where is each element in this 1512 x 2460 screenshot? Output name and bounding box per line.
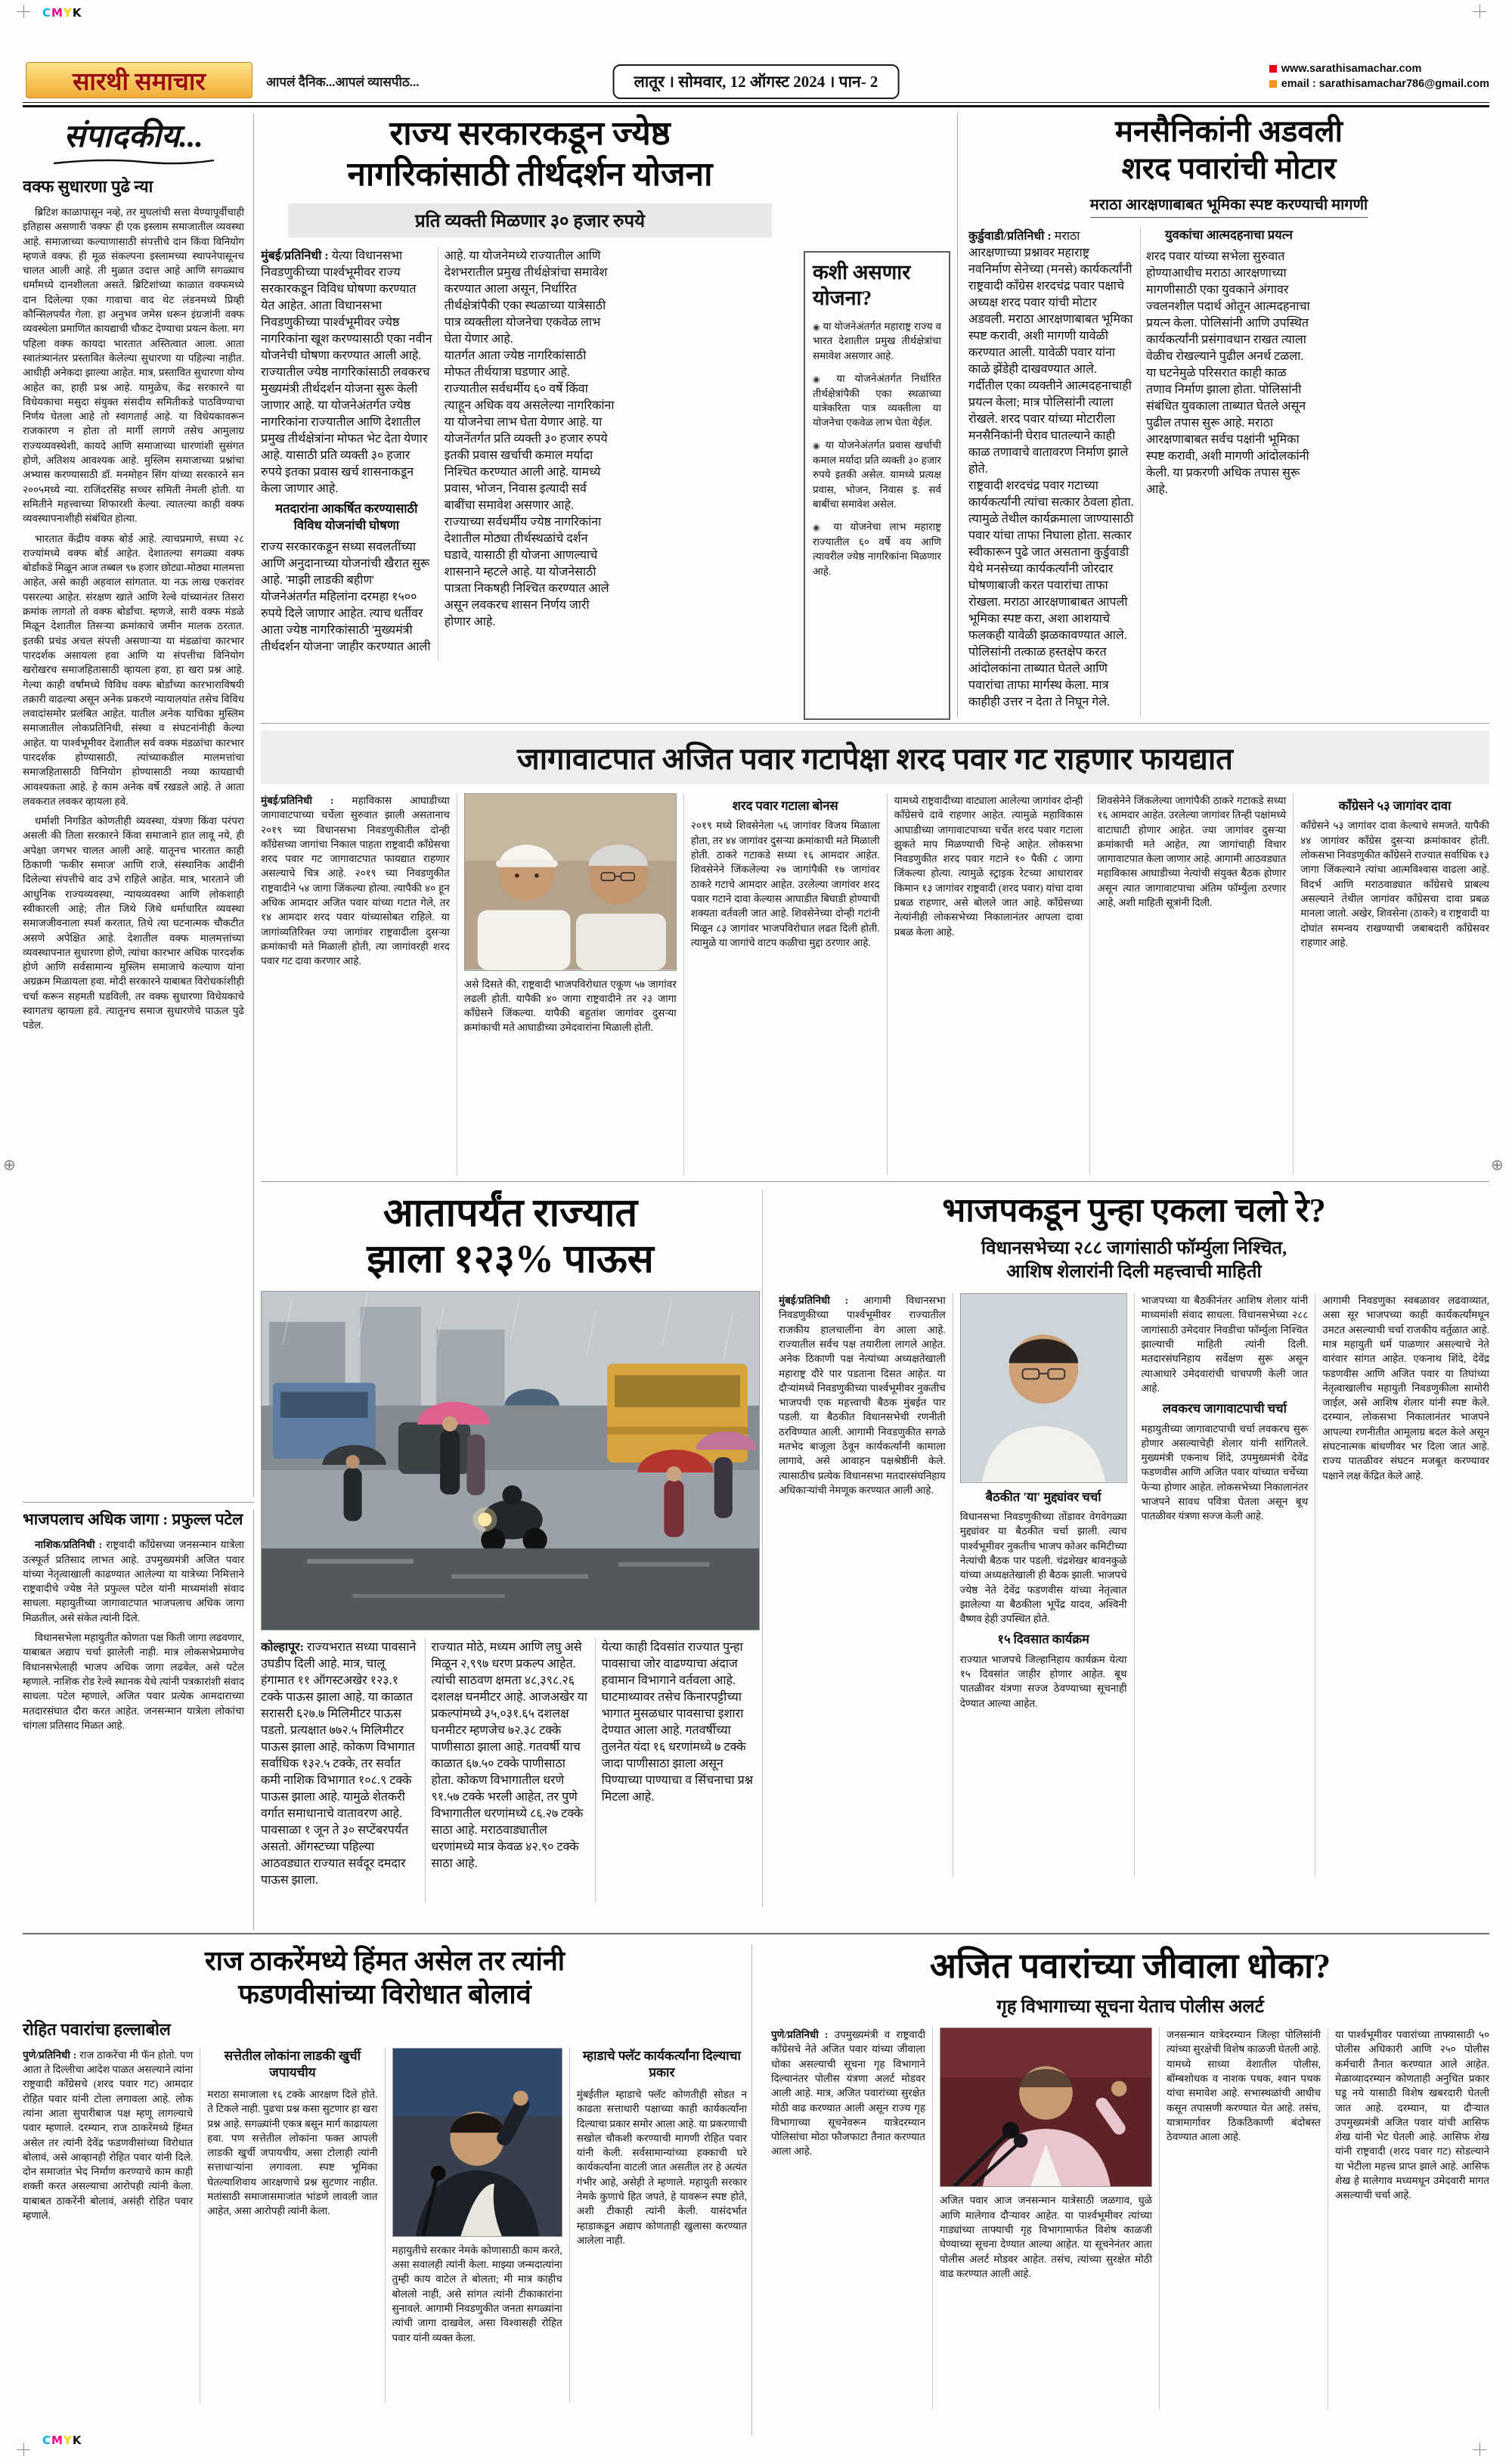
patel-body — [23, 1537, 244, 1733]
article-column — [1159, 2027, 1328, 2409]
article-column — [887, 793, 1090, 1175]
email-line — [1269, 78, 1489, 90]
dateline: पुणे/प्रतिनिधी : — [23, 2049, 77, 2061]
article-paragraph — [261, 247, 432, 496]
registration-mark-icon — [3, 1156, 16, 1174]
article-paragraph: जनसन्मान यात्रेदरम्यान जिल्हा पोलिसांनी त्यांच्या सुरक्षेची विशेष काळजी घेतली आहे. यामध्ये साध्या वेशातील पोलीस, बॉम्बशोधक व नाशक पथक, श्वान पथक यांचा समावेश आहे. सभास्थळांची आधीच कसून तपासणी करण्यात येत आहे. तसंच, यात्रामार्गावर ठिकठिकाणी बंदोबस्त ठेवण्यात आला आहे. — [1167, 2029, 1321, 2143]
website-line — [1269, 63, 1489, 75]
article-column — [1315, 1293, 1489, 1877]
article-paragraph: २०१९ मध्ये शिवसेनेला ५६ जागांवर विजय मिळाला होता, तर ४४ जागांवर दुसऱ्या क्रमांकाची मते मिळाली होती. ठाकरे गटाकडे सध्या १६ आमदार आहेत. शिवसेनेने जिंकलेल्या २७ जागांपैकी १७ जागांवर ठाकरे गटाचे आमदार आहेत. उरलेल्या जागांवर शरद पवार गटाने दावा केल्यास आघाडीत बिघाडी होण्याची शक्यता वर्तवली जात आहे. शिवसेनेच्या दोन्ही गटांनी मिळून ८३ जागांवर भाजपविरोधात लढत दिली होती. त्यामुळे या जागांचे वाटप कळीचा मुद्दा ठरणार आहे. — [690, 820, 880, 948]
paragraph-text: राज्यभरात सध्या पावसाने उघडीप दिली आहे. मात्र, चालू हंगामात ११ ऑगस्टअखेर १२३.१ टक्के पाऊस झाला आहे. या काळात सरासरी ६२७.७ मिलिमीटर पाऊस पडतो. प्रत्यक्षात ७७२.५ मिलिमीटर पाऊस झाला आहे. कोकण विभागात सर्वाधिक १३२.५ टक्के, तर सर्वात कमी नाशिक विभागात १०८.९ टक्के पाऊस झाला आहे. यामुळे शेतकरी वर्गात समाधानाचे वातावरण आहे. पावसाळा १ जून ते ३० सप्टेंबरपर्यंत असतो. ऑगस्टच्या पहिल्या आठवड्यात राज्यात सर्वदूर दमदार पाऊस झाला. — [261, 1640, 417, 1887]
paragraph-text: महाविकास आघाडीच्या जागावाटपाच्या चर्चेला सुरुवात झाली असतानाच २०१९ च्या विधानसभा निवडणुकीतील दोन्ही काँग्रेसच्या जागांचा निकाल पाहता राष्ट्रवादी काँग्रेसचा शरद पवार गट जागावाटपात फायद्यात राहणार असल्याचे चित्र आहे. २०१९ च्या निवडणुकीत राष्ट्रवादीने ५४ जागा जिंकल्या होत्या. त्यापैकी ४० हून अधिक आमदार अजित पवार यांच्या गटात गेले, तर १४ आमदार शरद पवार यांच्यासोबत राहिले. या जागांव्यतिरिक्त ज्या जागांवर राष्ट्रवादीला दुसऱ्या क्रमांकाची मते मिळाली होती, त्या जागांवरही शरद पवार गट दावा करणार आहे. — [261, 795, 450, 967]
page-header — [23, 60, 1489, 101]
cmyk-k: K — [72, 2434, 82, 2447]
paragraph-text: राष्ट्रवादी काँग्रेसच्या जनसन्मान यात्रेला उत्स्फूर्त प्रतिसाद लाभत आहे. उपमुख्यमंत्री अजित पवार यांच्या नेतृत्वाखाली काढण्यात आलेल्या या यात्रेच्या निमित्ताने राष्ट्रवादीचे ज्येष्ठ नेते प्रफुल्ल पटेल यांनी माध्यमांशी संवाद साधला. महायुतीच्या जागावाटपात भाजपलाच अधिक जागा मिळतील, असे संकेत त्यांनी दिले. — [23, 1539, 244, 1624]
article-paragraph: यातर्गत आता ज्येष्ठ नागरिकांसाठी मोफत तीर्थयात्रा घडणार आहे. राज्यातील सर्वधर्मीय ६० वर्षे किंवा त्याहून अधिक वय असलेल्या नागरिकांना या योजनेचा लाभ घेता येणार आहे. या योजनेंतर्गत प्रति व्यक्ती ३० हजार रुपये इतकी प्रवास खर्चाची कमाल मर्यादा निश्चित करण्यात आली आहे. यामध्ये प्रवास, भोजन, निवास इत्यादी सर्व बाबींचा समावेश असणार आहे. राज्याच्या सर्वधर्मीय ज्येष्ठ नागरिकांना देशातील मोठ्या तीर्थस्थळांचे दर्शन घडावे, यासाठी ही योजना आणल्याचे शासनाने म्हटले आहे. या योजनेसाठी पात्रता निकषही निश्चित करण्यात आले असून लवकरच शासन निर्णय जारी होणार आहे. — [444, 349, 615, 629]
seat-sharing-crosshead-congress: कॉंग्रेसने ५३ जागांवर दावा — [1338, 799, 1452, 813]
bullet-red-icon — [1269, 65, 1277, 73]
editorial-heading: वक्फ सुधारणा पुढे न्या — [23, 177, 153, 196]
crop-mark-icon — [17, 2443, 30, 2456]
registration-mark-icon — [1491, 1156, 1504, 1174]
photo-ashish-shelar-portrait — [960, 1293, 1127, 1483]
article-paragraph: भाजपच्या या बैठकीनंतर आशिष शेलार यांनी माध्यमांशी संवाद साधला. विधानसभेच्या २८८ जागांसाठी उमेदवार निवडीचा फॉर्म्युला निश्चित झाल्याची माहिती त्यांनी दिली. मतदारसंघनिहाय सर्वेक्षण सुरू असून त्याआधारे उमेदवारांची चाचपणी केली जात आहे. — [1141, 1295, 1309, 1394]
dateline: नाशिक/प्रतिनिधी : — [35, 1539, 103, 1551]
article-paragraph: येत्या काही दिवसांत राज्यात पुन्हा पावसाचा जोर वाढण्याचा अंदाज हवामान विभागाने वर्तवला आहे. घाटमाथ्यावर तसेच किनारपट्टीच्या भागात मुसळधार पावसाचा इशारा देण्यात आला आहे. गतवर्षीच्या तुलनेत यंदा १६ धरणांमध्ये ७ टक्के जादा पाणीसाठा झाला असून पिण्याच्या पाण्याचा व सिंचनाचा प्रश्न मिटला आहे. — [601, 1640, 753, 1804]
article-paragraph: अजित पवार आज जनसन्मान यात्रेसाठी जळगाव, धुळे आणि मालेगाव दौऱ्यावर आहेत. या पार्श्वभूमीवर त्यांच्या गाड्यांच्या ताफ्याची गृह विभागामार्फत विशेष काळजी घेण्याच्या सूचना देण्यात आल्या आहेत. या सूचनेनंतर आता पोलीस अलर्ट मोडवर आहेत. तसंच, त्यांच्या सुरक्षेत मोठी वाढ करण्यात आली आहे. — [940, 2195, 1152, 2279]
email-text: email : sarathisamachar786@gmail.com — [1281, 78, 1489, 90]
rainfall-article — [261, 1190, 760, 1903]
article-paragraph: महायुतीच्या जागावाटपाची चर्चा लवकरच सुरू होणार असल्याचेही शेलार यांनी सांगितले. मुख्यमंत्री एकनाथ शिंदे, उपमुख्यमंत्री देवेंद्र फडणवीस आणि अजित पवार यांच्यात चर्चेच्या फेऱ्या होणार आहेत. लोकसभेच्या निकालानंतर भाजपने सावध पवित्रा घेतला असून बूथ पातळीवर यंत्रणा सज्ज केली आहे. — [1141, 1422, 1309, 1522]
article-paragraph — [23, 1537, 244, 1625]
scheme-box-item: ◉ या योजनेअंतर्गत निर्धारित तीर्थक्षेत्रांपैकी एका स्थळाच्या यात्रेकरिता पात्र व्यक्तीला या योजनेचा एकवेळ लाभ घेता येईल. — [813, 371, 941, 430]
cmyk-strip-top — [42, 6, 82, 20]
cmyk-c: C — [42, 6, 52, 20]
article-paragraph: आगामी निवडणुका स्वबळावर लढवाव्यात, असा सूर भाजपच्या काही कार्यकर्त्यांमधून उमटत असल्याची चर्चा राजकीय वर्तुळात आहे. मात्र महायुती धर्म पाळणार असल्याचे नेते वारंवार सांगत आहेत. एकनाथ शिंदे, देवेंद्र फडणवीस आणि अजित पवार या तिघांच्या नेतृत्वाखालीच महायुती निवडणुकीला सामोरी जाईल, असे आशिष शेलार यांनी स्पष्ट केले. दरम्यान, लोकसभा निकालानंतर भाजपने आपल्या रणनीतीत आमूलाग्र बदल केले असून संघटनात्मक बांधणीवर भर दिला जात आहे. राज्य पातळीवर संघटन मजबूत करण्यावर पक्षाने लक्ष केंद्रित केले आहे. — [1322, 1295, 1489, 1481]
subhead-line: आशिष शेलारांनी दिली महत्त्वाची माहिती — [1006, 1261, 1262, 1282]
article-paragraph: मुंबईतील म्हाडाचे फ्लॅट कोणतीही सोडत न काढता सत्ताधारी पक्षाच्या काही कार्यकर्त्यांना दिल्याचा प्रकार समोर आला आहे. या प्रकरणाची सखोल चौकशी करण्याची मागणी रोहित पवार यांनी केली. सर्वसामान्यांच्या हक्काची घरे कार्यकर्त्यांना वाटली जात असतील तर हे अत्यंत गंभीर आहे, असेही ते म्हणाले. महायुती सरकार नेमके कुणाचे हित जपते, हे यावरून स्पष्ट होते, अशी टीकाही त्यांनी केली. यासंदर्भात म्हाडाकडून अद्याप कोणताही खुलासा करण्यात आलेला नाही. — [576, 2089, 747, 2246]
paragraph-text: आगामी विधानसभा निवडणुकीच्या पार्श्वभूमीवर राज्यातील राजकीय हालचालींना वेग आला आहे. राज्यातील सर्वच पक्ष तयारीला लागले आहेत. अनेक ठिकाणी पक्ष नेत्यांच्या अध्यक्षतेखाली महाराष्ट्र दौरे पार पडताना दिसत आहेत. या दौऱ्यांमध्ये निवडणुकीच्या पार्श्वभूमीवर नुकतीच भाजपची एक महत्त्वाची बैठक मुंबईत पार पडली. या बैठकीत विधानसभेची रणनीती ठरविण्यात आली. आगामी निवडणुकीत सगळे मतभेद बाजूला ठेवून कार्यकर्त्यांनी कामाला लागावे, असे आवाहन पक्षश्रेष्ठींनी केले. त्यासाठीच प्रत्येक विधानसभा मतदारसंघनिहाय अधिकाऱ्यांची नेमणूक करण्यात आली आहे. — [779, 1295, 946, 1496]
article-paragraph: महायुतीचे सरकार नेमके कोणासाठी काम करते, असा सवालही त्यांनी केला. माझ्या जन्मदात्यांना तुम्ही काय वाटेल ते बोलता; मी मात्र काहीच बोललो नाही, असे सांगत त्यांनी टीकाकारांना सुनावले. आगामी निवडणुकीत जनता सगळ्यांना त्यांची जागा दाखवेल, असा विश्वासही रोहित पवार यांनी व्यक्त केला. — [392, 2244, 562, 2344]
tirthdarshan-article — [261, 113, 799, 661]
headline-line: फडणवीसांच्या विरोधात बोलावं — [238, 1978, 531, 2009]
cmyk-m: M — [51, 2434, 64, 2447]
article-paragraph: राज्यात भाजपचे जिल्हानिहाय कार्यक्रम येत्या १५ दिवसांत जाहीर होणार आहेत. बूथ पातळीवर यंत्रणा सज्ज ठेवण्याच्या सूचनाही देण्यात आल्या आहेत. — [959, 1653, 1127, 1709]
article-column — [569, 2048, 747, 2403]
bjp-crosshead-seat-talks: लवकरच जागावाटपाची चर्चा — [1162, 1401, 1287, 1416]
article-paragraph: या पार्श्वभूमीवर पवारांच्या ताफ्यासाठी ५० पोलीस अधिकारी आणि २५० पोलीस कर्मचारी तैनात करण्यात आले आहेत. मेळाव्यादरम्यान कोणताही अनुचित प्रकार घडू नये यासाठी विशेष खबरदारी घेतली जात आहे. दरम्यान, या दौऱ्यात उपमुख्यमंत्री अजित पवार यांची आसिफ शेख यांनी भेट घेतली आहे. आसिफ शेख यांनी राष्ट्रवादी (शरद पवार गट) सोडल्याने या भेटीला महत्त्व प्राप्त झाले आहे. आसिफ शेख हे मालेगाव मध्यमधून उमेदवारी मागत असल्याची चर्चा आहे. — [1335, 2029, 1489, 2201]
headline-line: राज ठाकरेंमध्ये हिंमत असेल तर त्यांनी — [204, 1946, 565, 1976]
bjp-headline: भाजपकडून पुन्हा एकला चलो रे? — [942, 1192, 1326, 1229]
column-divider — [762, 1190, 763, 1907]
article-paragraph: विधानसभेला महायुतीत कोणता पक्ष किती जागा लढवणार, याबाबत अद्याप चर्चा झालेली नाही. मात्र लोकसभेप्रमाणेच विधानसभेलाही भाजप अधिक जागा लढवेल, असे पटेल म्हणाले. नाशिक रोड रेल्वे स्थानक येथे त्यांनी पत्रकारांशी संवाद साधला. पटेल म्हणाले, अजित पवार प्रत्येक आमदाराच्या मतदारसंघात दौरा करत आहेत. जनसन्मान यात्रेला लोकांचा चांगला प्रतिसाद मिळत आहे. — [23, 1632, 244, 1731]
tirthdarshan-crosshead: मतदारांना आकर्षित करण्यासाठी विविध योजनांची घोषणा — [275, 501, 418, 532]
column-divider — [751, 1945, 752, 2435]
mns-body — [968, 227, 1489, 717]
dateline: मुंबई/प्रतिनिधी : — [779, 1295, 849, 1307]
seat-sharing-headline: जागावाटपात अजित पवार गटापेक्षा शरद पवार गट राहणार फायद्यात — [261, 731, 1489, 784]
section-divider — [23, 1933, 1489, 1934]
article-paragraph: राज्यात मोठे, मध्यम आणि लघु असे मिळून २,९९७ धरण प्रकल्प आहेत. त्यांची साठवण क्षमता ४८,३९८.२६ दशलक्ष घनमीटर आहे. आजअखेर या प्रकल्पांमध्ये ३५,०३१.६५ दशलक्ष घनमीटर म्हणजेच ७२.३८ टक्के पाणीसाठा झाला आहे. गतवर्षी याच काळात ६७.५० टक्के पाणीसाठा होता. कोकण विभागातील धरणे ९१.५७ टक्के भरली आहेत, तर पुणे विभागातील धरणांमध्ये ८६.२७ टक्के साठा आहे. मराठवाड्यातील धरणांमध्ये मात्र केवळ ४२.९० टक्के साठा आहे. — [431, 1640, 588, 1870]
scheme-box-item: ◉ या योजनेअंतर्गत महाराष्ट्र राज्य व भारत देशातील प्रमुख तीर्थक्षेत्रांचा समावेश असणार आहे. — [813, 319, 941, 363]
headline-line: आतापर्यंत राज्यात — [383, 1192, 638, 1235]
section-divider — [261, 723, 1489, 724]
bjp-body — [779, 1293, 1489, 1877]
article-paragraph — [771, 2027, 925, 2159]
header-rule-thin — [23, 102, 1489, 103]
bullet-orange-icon — [1269, 80, 1277, 88]
cmyk-strip-bottom — [42, 2434, 82, 2447]
paragraph-text: येत्या विधानसभा निवडणुकीच्या पार्श्वभूमीवर राज्य सरकारकडून विविध घोषणा करण्यात येत आहेत. आता विधानसभा निवडणुकीच्या पार्श्वभूमीवर ज्येष्ठ नागरिकांना खूश करण्यासाठी एका नवीन योजनेची घोषणा करण्यात आली आहे. राज्यातील ज्येष्ठ नागरिकांसाठी लवकरच मुख्यमंत्री तीर्थदर्शन योजना सुरू केली जाणार आहे. या योजनेअंतर्गत ज्येष्ठ नागरिकांना राज्यातील आणि देशातील प्रमुख तीर्थक्षेत्रांना मोफत भेट देता येणार आहे. यासाठी प्रति व्यक्ती ३० हजार रुपये इतका प्रवास खर्च शासनाकडून केला जाणार आहे. — [261, 250, 432, 496]
article-paragraph — [23, 2048, 193, 2223]
headline-line: मनसैनिकांनी अडवली — [1114, 114, 1343, 148]
masthead-title: सारथी समाचार — [73, 68, 206, 96]
mns-crosshead: युवकांचा आत्मदहनाचा प्रयत्न — [1165, 227, 1293, 242]
article-column — [261, 793, 457, 1175]
cmyk-c: C — [42, 2434, 52, 2447]
patel-headline: भाजपलाच अधिक जागा : प्रफुल्ल पटेल — [23, 1510, 243, 1528]
article-paragraph: शिवसेनेने जिंकलेल्या जागांपैकी ठाकरे गटाकडे सध्या १६ आमदार आहेत. उरलेल्या जागांवर तिन्ही पक्षांमध्ये वाटाघाटी होणार आहेत. ज्या जागांवर दुसऱ्या क्रमांकाची मते आहेत, त्या जागांचाही विचार जागावाटपात केला जाणार आहे. आगामी आठवड्यात महाविकास आघाडीच्या नेत्यांची संयुक्त बैठक होणार असून त्यात जागावाटपाचा अंतिम फॉर्म्युला ठरणार आहे, अशी माहिती सूत्रांनी दिली. — [1097, 795, 1287, 909]
photo-ajit-sharad-pawar — [464, 793, 677, 971]
cmyk-k: K — [72, 6, 82, 20]
rainfall-headline — [261, 1190, 760, 1283]
editorial-script-heading: संपादकीय... — [64, 119, 203, 154]
article-paragraph — [261, 793, 450, 969]
crop-mark-icon — [17, 5, 30, 18]
editorial-paragraph: भारतात केंद्रीय वक्फ बोर्ड आहे. त्याचप्रमाणे, सध्या २८ राज्यांमध्ये वक्फ बोर्ड आहेत. देशातल्या सगळ्या वक्फ बोर्डांकडे मिळून आज तब्बल ९७ हजार छोट्या-मोठ्या मालमत्ता आहेत, असे काही अहवाल सांगतात. या नऊ लाख एकरांवर पसरल्या आहेत. संरक्षण खाते आणि रेल्वे यांच्यानंतर तिसरा क्रमांक लागतो तो वक्फ बोर्डांचा. म्हणजे, सारी वक्फ मंडळे मिळून देशातील तिसऱ्या क्रमांकाचे जमीन मालक ठरतात. इतकी प्रचंड अचल संपत्ती असणाऱ्या या मंडळांचा कारभार पारदर्शक असायला हवा आणि या संपत्तीचा विनियोग खरोखरच समाजहितासाठी व्हायला हवा, हा खरा प्रश्न आहे. गेल्या काही वर्षांमध्ये विविध वक्फ बोर्डांच्या कारभाराविषयी तक्रारी वाढल्या असून अनेक प्रकरणे न्यायालयांत तसेच विविध लवादांसमोर प्रलंबित आहेत. यातील अनेक याचिका मुस्लिम समाजातील लोकप्रतिनिधी, संस्था व संघटनांनीही केल्या आहेत. या पार्श्वभूमीवर देशातील सर्व वक्फ मंडळांचा कारभार पारदर्शक होण्यासाठी, त्यांच्याकडील मालमत्तांचा समाजहितासाठी विनियोग होण्यासाठी नव्या कायद्याची आवश्यकता आहे. हे काम अनेक वर्षे रखडले आहे. ते आता लवकरात लवकर व्हायला हवे. — [23, 532, 244, 807]
thackeray-body — [23, 2048, 747, 2403]
thackeray-subarticle-heading-2: म्हाडाचे फ्लॅट कार्यकर्त्यांना दिल्याचा प्रकार — [582, 2048, 741, 2080]
article-column — [1089, 793, 1293, 1175]
mns-article — [957, 113, 1489, 717]
article-column-photo — [457, 793, 683, 1175]
editorial-underline-flourish — [51, 157, 217, 167]
subhead-line: विधानसभेच्या २८८ जागांसाठी फॉर्म्युला निश्चित, — [981, 1238, 1287, 1258]
scheme-info-box — [804, 251, 950, 720]
editorial-paragraph: धर्माशी निगडित कोणतीही व्यवस्था, यंत्रणा किंवा परंपरा असली की तिला सरकारने किंवा समाजाने हात लावू नये, ही अपेक्षा जगभर चालत आली आहे. यातूनच भारतात काही ठिकाणी 'फकीर समाज' आणि राजे, संस्थानिक आदींनी दिलेल्या संपत्तीचे वाद उभे राहिले आहेत. मात्र, भारताने जी आधुनिक राज्यव्यवस्था, न्यायव्यवस्था आणि लोकशाही स्वीकारली आहे; तीत जिथे जिथे धर्माधारित व्यवस्था समाजजीवनाला स्पर्श करतात, तिथे त्या घटनात्मक चौकटीत असणे अपेक्षित आहे. देशातील वक्फ मालमत्तांच्या व्यवस्थापनात सुधारणा होणे, त्यांचा कारभार अधिक पारदर्शक होणे आणि सर्वसामान्य मुस्लिम समाजाचे कल्याण यांना अग्रक्रम मिळायला हवा. मोदी सरकारने याबाबत विरोधकांशीही चर्चा करून सहमती घडविली, तर वक्फ सुधारणा विधेयकाचे स्वागतच व्हायला हवे. त्यातूनच समाज सुधारणेचे पाऊल पुढे पडेल. — [23, 815, 244, 1031]
article-paragraph: यामध्ये राष्ट्रवादीच्या वाट्याला आलेल्या जागांवर दोन्ही काँग्रेसचे दावे राहणार आहेत. त्यामुळे महाविकास आघाडीच्या जागावाटपाच्या चर्चेत शरद पवार गटाला झुकते माप मिळण्याची चिन्हे आहेत. लोकसभा निवडणुकीत शरद पवार गटाने १० पैकी ८ जागा जिंकल्या होत्या. त्यामुळे स्ट्राइक रेटच्या आधारावर किमान १३ जागांवर राष्ट्रवादी (शरद पवार) यांचा दावा प्रबळ राहणार, असे बोलले जात आहे. काँग्रेसच्या नेत्यांनीही लोकसभेच्या निकालानंतर आपला दावा प्रबळ केला आहे. — [894, 795, 1083, 938]
article-column — [779, 1293, 953, 1877]
ajit-pawar-article — [761, 1945, 1489, 2409]
article-column-photo — [385, 2048, 569, 2403]
thackeray-headline — [23, 1945, 747, 2012]
cmyk-m: M — [51, 6, 64, 20]
edition-box: लातूर । सोमवार, 12 ऑगस्ट 2024 । पान- 2 — [613, 64, 900, 99]
article-column — [1134, 1293, 1315, 1877]
article-paragraph: असे दिसते की, राष्ट्रवादी भाजपविरोधात एकूण ५७ जागांवर लढली होती. यापैकी ४० जागा राष्ट्रवादीने तर २३ जागा काँग्रेसने जिंकल्या. यापैकी बहुतांश जागांवर दुसऱ्या क्रमांकाची मते आघाडीच्या उमेदवारांना मिळाली होती. — [463, 978, 677, 1034]
article-paragraph — [779, 1293, 946, 1497]
tirthdarshan-body — [261, 247, 799, 661]
paragraph-text: राज ठाकरेंचा मी फॅन होतो. पण आता ते दिल्लीचा आदेश पाळत असल्याने त्यांना राष्ट्रवादी काँग्रेसचे (शरद पवार गट) आमदार रोहित पवार यांनी टोला लगावला आहे. लोक त्यांना आता सुपारीबाज पक्ष म्हणू लागल्याचे पवार म्हणाले. दरम्यान, राज ठाकरेंमध्ये हिंमत असेल तर त्यांनी देवेंद्र फडणवीसांच्या विरोधात बोलावं, असे आव्हानही रोहित पवार यांनी दिले. दोन समाजांत भेद निर्माण करण्याचे काम काही शक्ती करत असल्याचा आरोपही त्यांनी केला. याबाबत ठाकरेंनी बोलावं, असंही रोहित पवार म्हणाले. — [23, 2049, 194, 2222]
article-column-photo — [932, 2027, 1159, 2409]
seat-sharing-article — [261, 731, 1489, 1175]
dateline: कुर्डुवाडी/प्रतिनिधी : — [968, 229, 1052, 243]
masthead-tagline: आपलं दैनिक...आपलं व्यासपीठ... — [266, 75, 420, 89]
article-paragraph: राज्य सरकारकडून सध्या सवलतींच्या आणि अनुदानाच्या योजनांची खैरात सुरू आहे. 'माझी लाडकी बहीण' योजनेअंतर्गत महिलांना दरमहा १५०० रुपये दिले जाणार आहेत. त्याच धर्तीवर आता ज्येष्ठ नागरिकांसाठी 'मुख्यमंत्री तीर्थदर्शन योजना' जाहीर करण्यात आली आहे. या योजनेमध्ये राज्यातील आणि देशभरातील प्रमुख तीर्थक्षेत्रांचा समावेश करण्यात आला असून, निर्धारित तीर्थक्षेत्रांपैकी एका स्थळाच्या यात्रेसाठी पात्र व्यक्तीला योजनेचा एकवेळ लाभ घेता येणार आहे. — [261, 250, 608, 654]
article-paragraph — [968, 227, 1134, 476]
article-paragraph: विधानसभा निवडणुकीच्या तोंडावर वेगवेगळ्या मुद्द्यांवर या बैठकीत चर्चा झाली. त्याच पार्श्वभूमीवर नुकतीच भाजप कोअर कमिटीच्या नेत्यांची बैठक पार पडली. चंद्रशेखर बावनकुळे यांच्या अध्यक्षतेखाली ही बैठक झाली. भाजपचे ज्येष्ठ नेते देवेंद्र फडणवीस यांच्या नेतृत्वात झालेल्या या बैठकीला भूपेंद्र यादव, अश्विनी वैष्णव हेही उपस्थित होते. — [959, 1511, 1127, 1625]
article-paragraph: मराठा समाजाला १६ टक्के आरक्षण दिले होते. ते टिकले नाही. पुढचा प्रश्न कसा सुटणार हा खरा प्रश्न आहे. सगळ्यांनी एकत्र बसून मार्ग काढायला हवा. पण सत्तेतील लोकांना फक्त आपली लाडकी खुर्ची जपायचीय, असा टोलाही त्यांनी सत्ताधाऱ्यांना लगावला. स्पष्ट भूमिका घेतल्याशिवाय आरक्षणाचे प्रश्न सुटणार नाहीत. मतांसाठी समाजासमाजांत भांडणे लावली जात आहेत, असा आरोपही त्यांनी केला. — [207, 2089, 378, 2217]
ajit-subhead: गृह विभागाच्या सूचना येताच पोलीस अलर्ट — [996, 1997, 1264, 2018]
dateline: पुणे/प्रतिनिधी : — [771, 2029, 829, 2041]
tirthdarshan-headline — [261, 113, 799, 194]
cmyk-y: Y — [63, 6, 73, 20]
masthead — [26, 62, 253, 98]
bjp-crosshead-meeting: बैठकीत 'या' मुद्द्यांवर चर्चा — [985, 1489, 1101, 1504]
photo-rain-street — [261, 1291, 760, 1630]
article-column — [200, 2048, 384, 2403]
article-paragraph — [261, 1638, 419, 1888]
article-column — [683, 793, 887, 1175]
ajit-headline: अजित पवारांच्या जीवाला धोका? — [929, 1947, 1331, 1985]
mns-headline — [968, 113, 1489, 188]
paragraph-text: उपमुख्यमंत्री व राष्ट्रवादी काँग्रेसचे नेते अजित पवार यांच्या जीवाला धोका असल्याची सूचना गृह विभागाने दिल्यानंतर पोलीस यंत्रणा अलर्ट मोडवर आली आहे. मात्र, अजित पवारांच्या सुरक्षेत मोठी वाढ करण्यात आली असून राज्य गृह विभागाच्या सूचनेवरून यात्रेदरम्यान पोलिसांचा मोठा फौजफाटा तैनात करण्यात आला आहे. — [771, 2029, 925, 2158]
article-column — [23, 2048, 200, 2403]
section-divider — [261, 1181, 1489, 1182]
article-column — [771, 2027, 932, 2409]
article-column — [1328, 2027, 1489, 2409]
seat-sharing-crosshead-bonus: शरद पवार गटाला बोनस — [732, 799, 838, 813]
scheme-box-item: ◉ या योजनेअंतर्गत प्रवास खर्चाची कमाल मर्यादा प्रति व्यक्ती ३० हजार रुपये इतकी असेल. यामध्ये प्रत्यक्ष प्रवास, भोजन, निवास इ. सर्व बाबींचा समावेश असेल. — [813, 438, 941, 511]
photo-ajit-pawar-speech — [940, 2027, 1152, 2187]
dateline: कोल्हापूर: — [261, 1640, 304, 1654]
header-rule — [23, 105, 1489, 107]
editorial-paragraph: ब्रिटिश काळापासून नव्हे, तर मुघलांची सत्ता येण्यापूर्वीचाही इतिहास असणारी 'वक्फ' ही एक इस्लाम समाजातील व्यवस्था आहे. समाजाच्या कल्याणासाठी संपत्तीचे दान किंवा विनियोग म्हणजे वक्फ. ही मूळ संकल्पना इस्लामच्या स्थापनेपासूनच चालत आली आहे. ती मुळात उदात्त आहे आणि सगळ्याच धर्मांमध्ये दानशीलता असते. ब्रिटिशांच्या काळात वक्फमध्ये दान दिलेल्या एका गावाचा वाद थेट लंडनमध्ये प्रिव्ही कौन्सिलपर्यंत गेला. हा अनुभव जमेस धरून इंग्रजांनी वक्फ व्यवस्थेला प्रमाणित कायद्याची चौकट देण्याचा प्रयत्न केला. मग पहिला वक्फ कायदा भारतात अस्तित्वात आला. आता स्वातंत्र्यानंतर प्रस्तावित केलेल्या सुधारणा या पहिल्या नाहीत. आधीही अनेकदा झाल्या आहेत. मात्र, प्रस्तावित सुधारणा योग्य आहेत का, हाही प्रश्न आहे. यामुळेच, केंद्र सरकारने या विधेयकाचा मसुदा संयुक्त संसदीय समितीकडे पाठविण्याचा निर्णय घेतला आहे तो स्वागतार्ह आहे. या विधेयकावरून राजकारण न होता तो मार्गी लागणे तसेच आमुलाग्र राज्यव्यवस्थेशी, कायदे आणि समाजाच्या धारणांशी सुसंगत होणे, अतिशय आवश्यक आहे. मुस्लिम समाजाच्या प्रश्नांचा अभ्यास करण्यासाठी डॉ. मनमोहन सिंग यांच्या सरकारने सन २००५मध्ये न्या. राजिंदरसिंह सच्चर समिती नेमली होती. या समितीने महत्त्वाच्या शिफारशी केल्या. त्यातल्या काही वक्फ व्यवस्थापनाशीही संबंधित होत्या. — [23, 206, 244, 525]
article-column — [1293, 793, 1489, 1175]
seat-sharing-body — [261, 793, 1489, 1175]
article-paragraph: शरद पवार यांच्या सभेला सुरुवात होण्याआधीच मराठा आरक्षणाच्या मागणीसाठी एका युवकाने अंगावर ज्वलनशील पदार्थ ओतून आत्मदहनाचा प्रयत्न केला. पोलिसांनी आणि उपस्थित कार्यकर्त्यांनी प्रसंगावधान राखत त्याला वेळीच रोखल्याने पुढील अनर्थ टळला. या घटनेमुळे परिसरात काही काळ तणाव निर्माण झाला होता. पोलिसांनी संबंधित युवकाला ताब्यात घेतले असून पुढील तपास सुरू आहे. मराठा आरक्षणाबाबत सर्वच पक्षांनी भूमिका स्पष्ट करावी, अशी मागणी आंदोलकांनी केली. या प्रकरणी अधिक तपास सुरू आहे. — [1146, 250, 1310, 497]
rainfall-body — [261, 1638, 760, 1903]
thackeray-subhead: रोहित पवारांचा हल्लाबोल — [23, 2019, 171, 2039]
website-text: www.sarathisamachar.com — [1281, 63, 1422, 75]
header-contact — [1269, 63, 1489, 93]
thackeray-subarticle-heading-1: सत्तेतील लोकांना लाडकी खुर्ची जपायचीय — [224, 2048, 361, 2080]
scheme-box-item: ◉ या योजनेचा लाभ महाराष्ट्र राज्यातील ६० वर्षे वय आणि त्यावरील ज्येष्ठ नागरिकांना मिळणार आहे. — [813, 520, 941, 579]
headline-line: झाला १२३% पाऊस — [367, 1238, 654, 1282]
editorial-article — [23, 113, 254, 1497]
ajit-body — [771, 2027, 1489, 2409]
thackeray-article — [23, 1945, 747, 2403]
tirthdarshan-subhead: प्रति व्यक्ती मिळणार ३० हजार रुपये — [288, 203, 773, 237]
article-paragraph: कॉंग्रेसने ५३ जागांवर दावा केल्याचे समजते. यापैकी ४४ जागांवर काँग्रेस दुसऱ्या क्रमांकावर होती. लोकसभा निवडणुकीत काँग्रेसने राज्यात सर्वाधिक १३ जागा जिंकल्याने त्यांचा आत्मविश्वास वाढला आहे. विदर्भ आणि मराठवाड्यात काँग्रेसचे प्राबल्य असल्याने तेथील जागांवर काँग्रेसचा दावा प्रबळ मानला जातो. अखेर, शिवसेना (ठाकरे) व राष्ट्रवादी या दोघांत समन्वय राखण्याची जबाबदारी काँग्रेसवर राहणार आहे. — [1300, 820, 1489, 948]
section-divider — [23, 1502, 254, 1503]
headline-line: नागरिकांसाठी तीर्थदर्शन योजना — [347, 155, 713, 193]
dateline: मुंबई/प्रतिनिधी : — [261, 795, 334, 806]
crop-mark-icon — [1473, 5, 1486, 18]
cmyk-y: Y — [63, 2434, 73, 2447]
crop-mark-icon — [1473, 2443, 1486, 2456]
paragraph-text: मराठा आरक्षणाच्या प्रश्नावर महाराष्ट्र नवनिर्माण सेनेच्या (मनसे) कार्यकर्त्यांनी राष्ट्रवादी काँग्रेस शरदचंद्र पवार पक्षाचे अध्यक्ष शरद पवार यांची मोटार अडवली. मराठा आरक्षणाबाबत भूमिका स्पष्ट करावी, अशी मागणी यावेळी करण्यात आली. यावेळी पवार यांना काळे झेंडेही दाखवण्यात आले. गर्दीतील एका व्यक्तीने आत्मदहनाचाही प्रयत्न केला; मात्र पोलिसांनी त्याला रोखले. शरद पवार यांच्या मोटारीला मनसैनिकांनी घेराव घातल्याने काही काळ तणावाचे वातावरण निर्माण झाले होते. — [968, 229, 1133, 476]
photo-rohit-pawar-speaking — [392, 2048, 562, 2237]
headline-line: शरद पवारांची मोटार — [1121, 150, 1337, 185]
bjp-article — [767, 1190, 1489, 1877]
article-paragraph: राष्ट्रवादी शरदचंद्र पवार गटाच्या कार्यकर्त्यांनी त्यांचा सत्कार ठेवला होता. त्यामुळे तेथील कार्यक्रमाला जाण्यासाठी पवार यांचा ताफा निघाला होता. सत्कार स्वीकारून पुढे जात असताना कुर्डुवाडी येथे मनसेच्या कार्यकर्त्यांनी जोरदार घोषणाबाजी करत पवारांचा ताफा रोखला. मराठा आरक्षणाबाबत आपली भूमिका स्पष्ट करा, अशा आशयाचे फलकही यावेळी झळकावण्यात आले. पोलिसांनी तत्काळ हस्तक्षेप करत आंदोलकांना ताब्यात घेतले आणि पवारांचा ताफा मार्गस्थ केला. मात्र काहीही उत्तर न देता ते निघून गेले. — [968, 479, 1134, 709]
mns-subhead: मराठा आरक्षणाबाबत भूमिका स्पष्ट करण्याची मागणी — [1090, 194, 1368, 218]
bjp-subhead — [779, 1237, 1489, 1284]
headline-line: राज्य सरकारकडून ज्येष्ठ — [389, 115, 671, 152]
patel-article — [23, 1509, 254, 1930]
bjp-crosshead-program: १५ दिवसात कार्यक्रम — [997, 1632, 1089, 1647]
editorial-body — [23, 205, 244, 1033]
scheme-box-title: कशी असणार योजना? — [813, 261, 911, 309]
article-column-photo — [953, 1293, 1134, 1877]
dateline: मुंबई/प्रतिनिधी : — [261, 250, 329, 263]
